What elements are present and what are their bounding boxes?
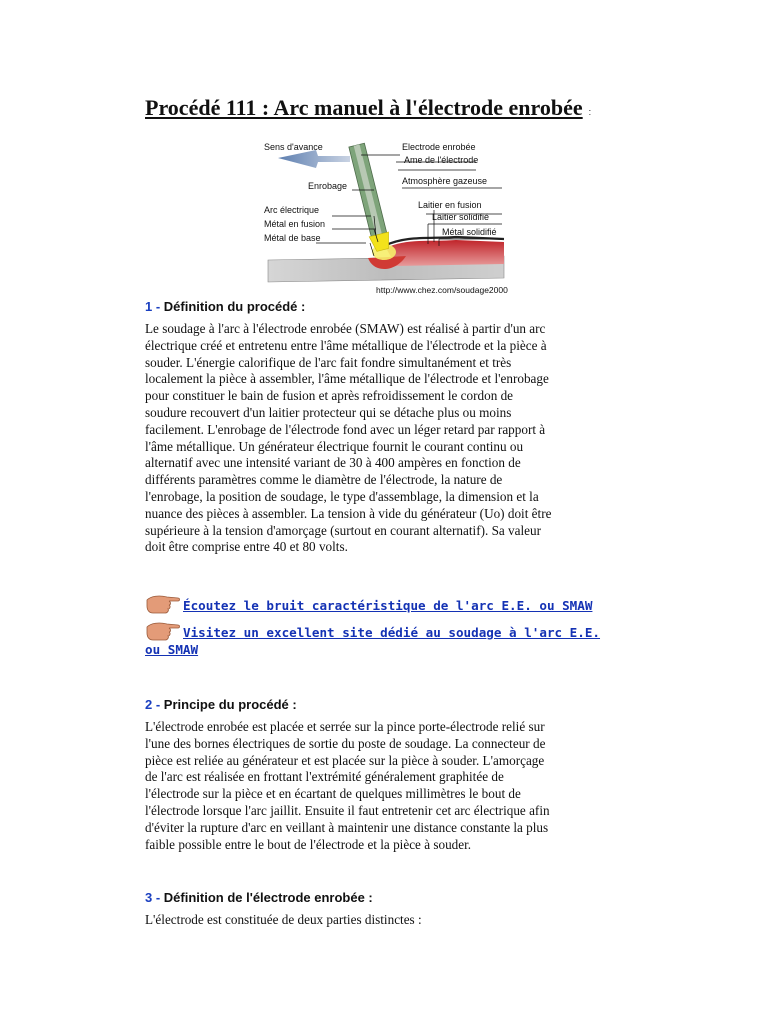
s1-line: doit être comprise entre 40 et 80 volts. [145, 539, 348, 555]
label-arc-electrique: Arc électrique [264, 205, 320, 215]
s3-line: L'électrode est constituée de deux parties distinctes : [145, 912, 422, 927]
section-1-title: Définition du procédé : [163, 299, 306, 314]
page-title-colon: : [588, 107, 592, 117]
bruit-arc-link[interactable]: Écoutez le bruit caractéristique de l'arc E.E. ou SMAW [183, 598, 593, 613]
section-3-title: Définition de l'électrode enrobée : [163, 890, 373, 905]
s1-line: différents paramètres comme le diamètre de l'électrode, la nature de [145, 472, 503, 488]
s2-line: l'une des bornes électriques de sortie du poste de soudage. La connecteur de [145, 735, 546, 751]
label-ame-electrode: Ame de l'électrode [404, 155, 479, 165]
electrode [347, 143, 393, 253]
s1-line: pour constituer le bain de fusion et après refroidissement le cordon de [145, 388, 514, 404]
figure-url: http://www.chez.com/soudage2000 [376, 285, 508, 295]
label-metal-fusion: Métal en fusion [264, 219, 326, 229]
s2-line: L'électrode enrobée est placée et serrée sur la pince porte-électrode relié sur [145, 719, 545, 734]
section-2-title: Principe du procédé : [163, 697, 297, 712]
section-2-number: 2 - [145, 697, 161, 712]
s1-line: électrique créé et entretenu entre l'âme métallique de l'électrode et la pièce à [145, 337, 547, 353]
pointing-hand-icon [145, 592, 181, 614]
s2-line: de l'arc est réalisée en frottant l'extrémité généralement graphitée de [145, 769, 504, 785]
welding-diagram [256, 138, 512, 296]
s1-line: facilement. L'enrobage de l'électrode fond avec un léger retard par rapport à [145, 421, 546, 437]
section-3-heading [145, 890, 373, 905]
label-sens-avance: Sens d'avance [264, 142, 323, 152]
site-soudage-link[interactable]: Visitez un excellent site dédié au soudage à l'arc E.E. ou SMAW [145, 625, 601, 657]
s1-line: localement la pièce à assembler, l'âme métallique de l'électrode et l'enrobage [145, 371, 549, 387]
label-atmosphere-gazeuse: Atmosphère gazeuse [402, 176, 488, 186]
label-metal-base: Métal de base [264, 233, 321, 243]
s1-line: l'âme métallique. Un générateur électrique fournit le courant continu ou [145, 438, 524, 454]
section-2-paragraph [145, 719, 620, 853]
section-3-number: 3 - [145, 890, 161, 905]
pointing-hand-icon [145, 619, 181, 641]
s1-line: soudure recouvert d'un laitier protecteur qui se détache plus ou moins [145, 404, 512, 420]
label-electrode-enrobee: Electrode enrobée [402, 142, 476, 152]
solidified-slag [386, 240, 504, 266]
s1-line: l'enrobage, la position de soudage, le type d'assemblage, la dimension et la [145, 488, 539, 504]
link-row-1 [145, 592, 615, 614]
s1-line: Le soudage à l'arc à l'électrode enrobée (SMAW) est réalisé à partir d'un arc [145, 321, 546, 336]
label-enrobage: Enrobage [308, 181, 348, 191]
s2-line: l'électrode sur la pièce et en écartant de quelques millimètres le bout de [145, 786, 521, 802]
direction-arrow [278, 150, 350, 168]
link-row-2 [145, 619, 615, 658]
section-3-paragraph [145, 912, 620, 929]
page-title [145, 95, 591, 121]
s1-line: supérieure à la tension d'amorçage (surtout en courant alternatif). Sa valeur [145, 522, 542, 538]
section-1-number: 1 - [145, 299, 161, 314]
page-title-text: Procédé 111 : Arc manuel à l'électrode enrobée [145, 95, 583, 120]
s2-line: d'éviter la rupture d'arc en veillant à maintenir une distance constante la plus [145, 819, 549, 835]
label-metal-solidifie: Métal solidifié [442, 227, 497, 237]
s2-line: l'électrode lorsque l'arc jaillit. Ensuite il faut entretenir cet arc électrique afin [145, 802, 550, 818]
s1-line: alternatif avec une intensité variant de 30 à 400 ampères en fonction de [145, 455, 521, 471]
section-2-heading [145, 697, 297, 712]
label-laitier-solidifie: Laitier solidifié [432, 212, 490, 222]
s1-line: nuance des pièces à assembler. La tension à vide du générateur (Uo) doit être [145, 505, 552, 521]
section-1-heading [145, 299, 305, 314]
label-laitier-fusion: Laitier en fusion [418, 200, 482, 210]
s1-line: souder. L'énergie calorifique de l'arc fait fondre simultanément et très [145, 354, 512, 370]
section-1-paragraph [145, 321, 620, 556]
s2-line: faible possible entre le bout de l'électrode et la pièce à souder. [145, 836, 472, 852]
s2-line: pièce est reliée au générateur et est placée sur la pièce à souder. L'amorçage [145, 752, 545, 768]
